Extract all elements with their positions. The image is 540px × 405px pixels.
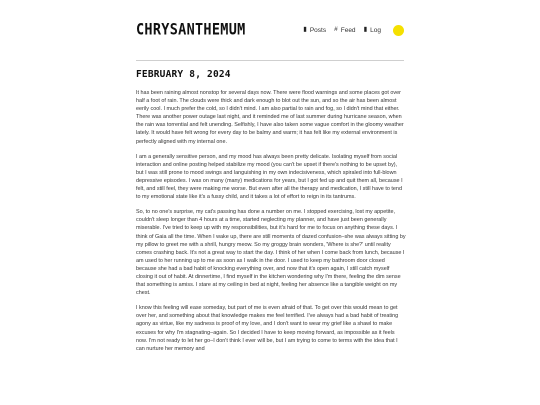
post-paragraph: It has been raining almost nonstop for several days now. There were flood warnings and some places got over half a foot of rain. The clouds were thick and dark enough to blot out the sun, and so the air has been almost eerily cool. I much prefer the cold, so I didn't mind. I am also partial to rain and fog, so I didn't mind that either. There was another power outage last night, and it reminded me of last summer during hurricane season, when the rain was torrential and felt unending. Selfishly, I have also taken some vague comfort in the gloomy weather lately. It would have felt wrong for every day to be balmy and warm; it has felt like my external environment is perfectly aligned with my internal one. (136, 90, 404, 145)
main-nav (303, 25, 404, 36)
post-content (136, 89, 406, 360)
header-divider (136, 60, 404, 61)
post-paragraph: I am a generally sensitive person, and my mood has always been pretty delicate. Isolating myself from social interaction and online posting helped stabilize my mood (you can't be upset if there's nothing to be upset by), but I was still prone to mood swings and languishing in my own indecisiveness, which spiraled into full-blown depressive episodes. I was on many (many) medications for years, but I got fed up and quit them all, because I felt, and still feel, they were making me worse. But even after all the therapy and medication, I still have to tend to my emotional state like it's a fussy child, and it takes a lot of effort to reign in its tantrums. (136, 153, 403, 201)
theme-toggle-button[interactable] (393, 25, 404, 36)
hash-icon: # (334, 25, 338, 33)
nav-item-posts[interactable] (303, 27, 326, 34)
post-paragraph: So, to no one's surprise, my cat's passing has done a number on me. I stopped exercising, lost my appetite, couldn't sleep longer than 4 hours at a time, started neglecting my planner, and have just been generally miserable. I've tried to keep up with my responsibilities, but it's hard for me to focus on anything these days. I think of Gaia all the time. When I wake up, there are still moments of dazed confusion–she was always sitting by my pillow to greet me with a shrill, hungry meow. So my groggy brain wonders, 'Where is she?' until reality comes crashing back. It's not a great way to start the day. I think of her when I come back from lunch, because I am used to her running up to me as soon as I walk in the door. I used to keep my bathroom door closed because she had a bad habit of knocking everything over, and now that it's open again, I still catch myself closing it out of habit. At dinnertime, I find myself in the kitchen wondering why I'm there, feeling the dim sense that something is amiss. I stare at my ceiling in bed at night, feeling her absence like a tangible weight on my chest. (136, 209, 406, 297)
log-icon: ▮ (363, 25, 368, 33)
post-paragraph: I know this feeling will ease someday, but part of me is even afraid of that. To get over this would mean to get over her, and something about that knowledge makes me feel terrified. I've always had a bad habit of treating agony as virtue, like my sadness is proof of my love, and I don't want to wear my grief like a shawl to make excuses for why I'm stagnating–again. So I decided I have to keep moving forward, as impossible as it feels now. I'm not ready to let her go–I don't think I ever will be, but I am trying to come to terms with the idea that I can nurture her memory and (136, 305, 399, 352)
post-date: FEBRUARY 8, 2024 (136, 69, 231, 80)
posts-icon: ▮ (303, 25, 307, 33)
nav-item-log[interactable] (364, 27, 381, 34)
site-header (136, 20, 404, 40)
nav-item-feed[interactable] (334, 27, 355, 34)
nav-item-label: Feed (340, 26, 356, 34)
site-title-link[interactable]: CHRYSANTHEMUM (136, 20, 246, 40)
nav-item-label: Log (370, 26, 381, 34)
nav-item-label: Posts (309, 26, 327, 34)
